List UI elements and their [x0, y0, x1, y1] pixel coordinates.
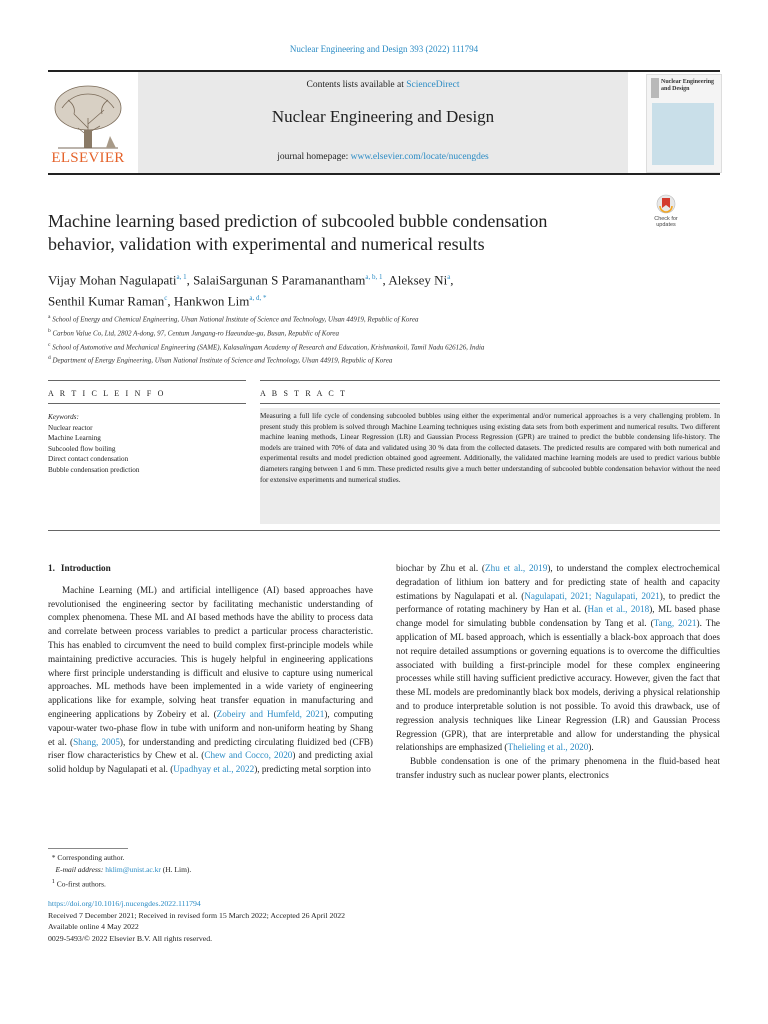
- abstract-text: Measuring a full life cycle of condensing subcooled bubbles using either the experimental and/or numerical approaches is a very challenging problem. In present study this problem is solved through Machine Learning techniques using existing data sets from both experiment and numerical results. Two different machine leaning methods, Linear Regression (LR) and Gaussian Process Regression (GPR) are trained to predict the bubble condensing life-history. The models are trained with 70% of data and validated using 30 % data from the collected datasets. The predicted results are compared with both numerical and experimental results and model prediction obtained good agreement. Additionally, the validated machine learning models are used to predict various bubble diameters ranging between 1 and 6 mm. These predicted results give a much better understanding of subcooled bubble condensation behavior without the need for extensive experiments and numerical studies.: [260, 412, 720, 484]
- available-online: Available online 4 May 2022: [48, 922, 139, 932]
- affiliation-item: $^b$ Carbon Value Co, Ltd, 2802 A-dong, 97, Centum Jungang-ro Haeundae-gu, Busan, Republic of Korea: [48, 327, 340, 338]
- email-note: E-mail address: hklim@unist.ac.kr (H. Lim).: [55, 865, 192, 874]
- keyword-item: Bubble condensation prediction: [48, 465, 140, 474]
- section-heading-introduction: 1. Introduction: [48, 563, 111, 573]
- masthead-bottom-rule: [48, 173, 720, 175]
- body-paragraph: biochar by Zhu et al. (Zhu et al., 2019), to understand the complex electrochemical degradation of lithium ion battery and for predicting state of health and capacity estimations by Nagulapati et al. (Nagulapati, 2021; Nagulapati, 2021), to predict the performance of rotating machinery by Han et al. (Han et al., 2018), ML based phase change model for simulating bubble condensation by Tang et al. (Tang, 2021). The application of ML based approach, which is essentially a black-box approach that does not require detailed assumptions or governing equations is to overcome the difficulties associated with building a first-principle model for these complex engineering processes while still having sufficient predictive accuracy. However, given the fact that these ML models are predominantly black box models, deriving a physical relationship and to produce interpretable solution is not possible. To avoid this drawback, use of regression analysis techniques like Linear Regression (LR) and Gaussian Process Regression (GPR), that are interpretable and allow for understanding the physical relationships are emphasized (Thelieling et al., 2020).: [396, 563, 721, 753]
- badge-label: Check for updates: [654, 216, 678, 228]
- copyright: 0029-5493/© 2022 Elsevier B.V. All rights reserved.: [48, 933, 213, 943]
- author-email-link[interactable]: hklim@unist.ac.kr: [105, 865, 161, 874]
- citation-link[interactable]: Zhu et al., 2019: [485, 563, 548, 573]
- author-name[interactable]: SalaiSargunan S Paramanantham: [193, 272, 366, 288]
- author-affiliation-marker[interactable]: a, d, *: [249, 294, 267, 303]
- body-paragraph: Bubble condensation is one of the primary phenomena in the fluid-based heat transfer industry such as nuclear power plants, electronics: [396, 756, 720, 780]
- publisher-wordmark: ELSEVIER: [51, 150, 125, 166]
- affiliations: [48, 312, 728, 367]
- cover-image: [652, 103, 714, 165]
- keyword-item: Direct contact condensation: [48, 455, 129, 463]
- affiliation-item: $^d$ Department of Energy Engineering, Ulsan National Institute of Science and Technology, Ulsan 44919, Republic of Korea: [48, 355, 393, 365]
- body-column-right: [396, 562, 720, 783]
- citation-link[interactable]: Shang, 2005: [73, 736, 120, 747]
- footnote-rule: [48, 848, 128, 849]
- author-name[interactable]: Senthil Kumar Raman: [48, 293, 165, 309]
- affiliation-item: $^c$ School of Automotive and Mechanical Engineering (SAME), Kalasalingam Academy of Research and Education, Krishnankoil, Tamil Nadu 626126, India: [48, 341, 485, 351]
- author-name[interactable]: Vijay Mohan Nagulapati: [48, 272, 177, 288]
- cover-strip: [651, 78, 659, 98]
- author-affiliation-marker[interactable]: a, b, 1: [365, 273, 383, 281]
- article-info-top-rule: [48, 380, 246, 381]
- article-info-rule: [48, 403, 246, 404]
- citation-link[interactable]: Upadhyay et al., 2022: [173, 764, 255, 775]
- keyword-item: Subcooled flow boiling: [48, 444, 116, 453]
- author-affiliation-marker[interactable]: c: [164, 294, 168, 303]
- keywords-list: [48, 412, 248, 475]
- abstract-top-rule: [260, 380, 720, 381]
- author-name[interactable]: Aleksey Ni: [388, 272, 448, 288]
- article-info-heading: A R T I C L E I N F O: [48, 389, 166, 398]
- journal-reference-link[interactable]: Nuclear Engineering and Design 393 (2022) 111794: [289, 44, 479, 54]
- citation-link[interactable]: Zobeiry and Humfeld, 2021: [216, 708, 325, 719]
- doi-link[interactable]: https://doi.org/10.1016/j.nucengdes.2022.111794: [48, 899, 201, 908]
- journal-cover-thumbnail[interactable]: [646, 74, 722, 173]
- check-for-updates-badge[interactable]: [644, 194, 688, 234]
- citation-link[interactable]: Chew and Cocco, 2020: [204, 750, 293, 761]
- article-metadata: [48, 898, 548, 944]
- keywords-label: Keywords:: [48, 413, 79, 421]
- citation-link[interactable]: Tang, 2021: [653, 618, 697, 629]
- abstract-heading: A B S T R A C T: [260, 389, 348, 398]
- citation-link[interactable]: Nagulapati, 2021; Nagulapati, 2021: [524, 590, 660, 601]
- affiliation-item: $^a$ School of Energy and Chemical Engineering, Ulsan National Institute of Science and Technology, Ulsan 44919, Republic of Korea: [48, 314, 419, 324]
- journal-title: Nuclear Engineering and Design: [271, 107, 495, 126]
- keyword-item: Nuclear reactor: [48, 423, 93, 432]
- abstract-rule: [260, 403, 720, 404]
- corresponding-author-note: * Corresponding author.: [48, 853, 125, 862]
- check-for-updates-icon: [656, 194, 676, 216]
- author-name[interactable]: Hankwon Lim: [173, 293, 250, 309]
- front-matter-bottom-rule: [48, 530, 720, 531]
- citation-link[interactable]: Han et al., 2018: [587, 604, 650, 615]
- homepage-line: journal homepage: www.elsevier.com/locate/nucengdes: [277, 152, 489, 162]
- sciencedirect-link[interactable]: ScienceDirect: [406, 80, 460, 90]
- paper-title: Machine learning based prediction of subcooled bubble condensation behavior, validation with experimental and numerical results: [48, 211, 548, 254]
- author-affiliation-marker[interactable]: a, 1: [176, 273, 187, 281]
- keyword-item: Machine Learning: [48, 434, 101, 442]
- body-paragraph: Machine Learning (ML) and artificial intelligence (AI) based approaches have revolutionised the engineering sector by facilitating mechanistic understanding of complex phenomena. These ML and AI based methods have the ability to process data and correlate between process variables to predict a particular process characteristic. This has enabled to circumvent the need to build complex first-principle models while maintaining predictive accuracies. This is hugely helpful in engineering applications where first principle understanding is difficult and elusive to capture using numerical approaches. ML methods have been implemented in a wide variety of engineering applications like for example, solving heat transfer equation in manufacturing and engineering applications by Zobeiry et al. (Zobeiry and Humfeld, 2021), computing vapour-water two-phase flow in tube with uniform and non-uniform heating by Shang et al. (Shang, 2005), for understanding and predicting circulating fluidized bed (CFB) riser flow characteristics by Chew et al. (Chew and Cocco, 2020) and predicting axial solid holdup by Nagulapati et al. (Upadhyay et al., 2022), predicting metal sorption into: [48, 584, 373, 775]
- journal-homepage-link[interactable]: www.elsevier.com/locate/nucengdes: [350, 152, 489, 162]
- received-dates: Received 7 December 2021; Received in revised form 15 March 2022; Accepted 26 April 2022: [48, 910, 346, 920]
- citation-link[interactable]: Thelieling et al., 2020: [507, 742, 589, 753]
- author-list: Vijay Mohan Nagulapati$^{a, 1}$, SalaiSargunan S Paramanantham$^{a, b, 1}$, Aleksey Ni$^a$, Senthil Kumar Raman$^c$, Hankwon Lim$^{a, d, *}$: [48, 272, 454, 309]
- body-column-left: [48, 562, 373, 777]
- contents-line: Contents lists available at ScienceDirect: [306, 80, 460, 90]
- footnotes: [48, 852, 378, 891]
- author-affiliation-marker[interactable]: a: [447, 273, 451, 281]
- co-first-note: $^1$ Co-first authors.: [51, 878, 106, 889]
- cover-title: Nuclear Engineering and Design: [661, 79, 715, 92]
